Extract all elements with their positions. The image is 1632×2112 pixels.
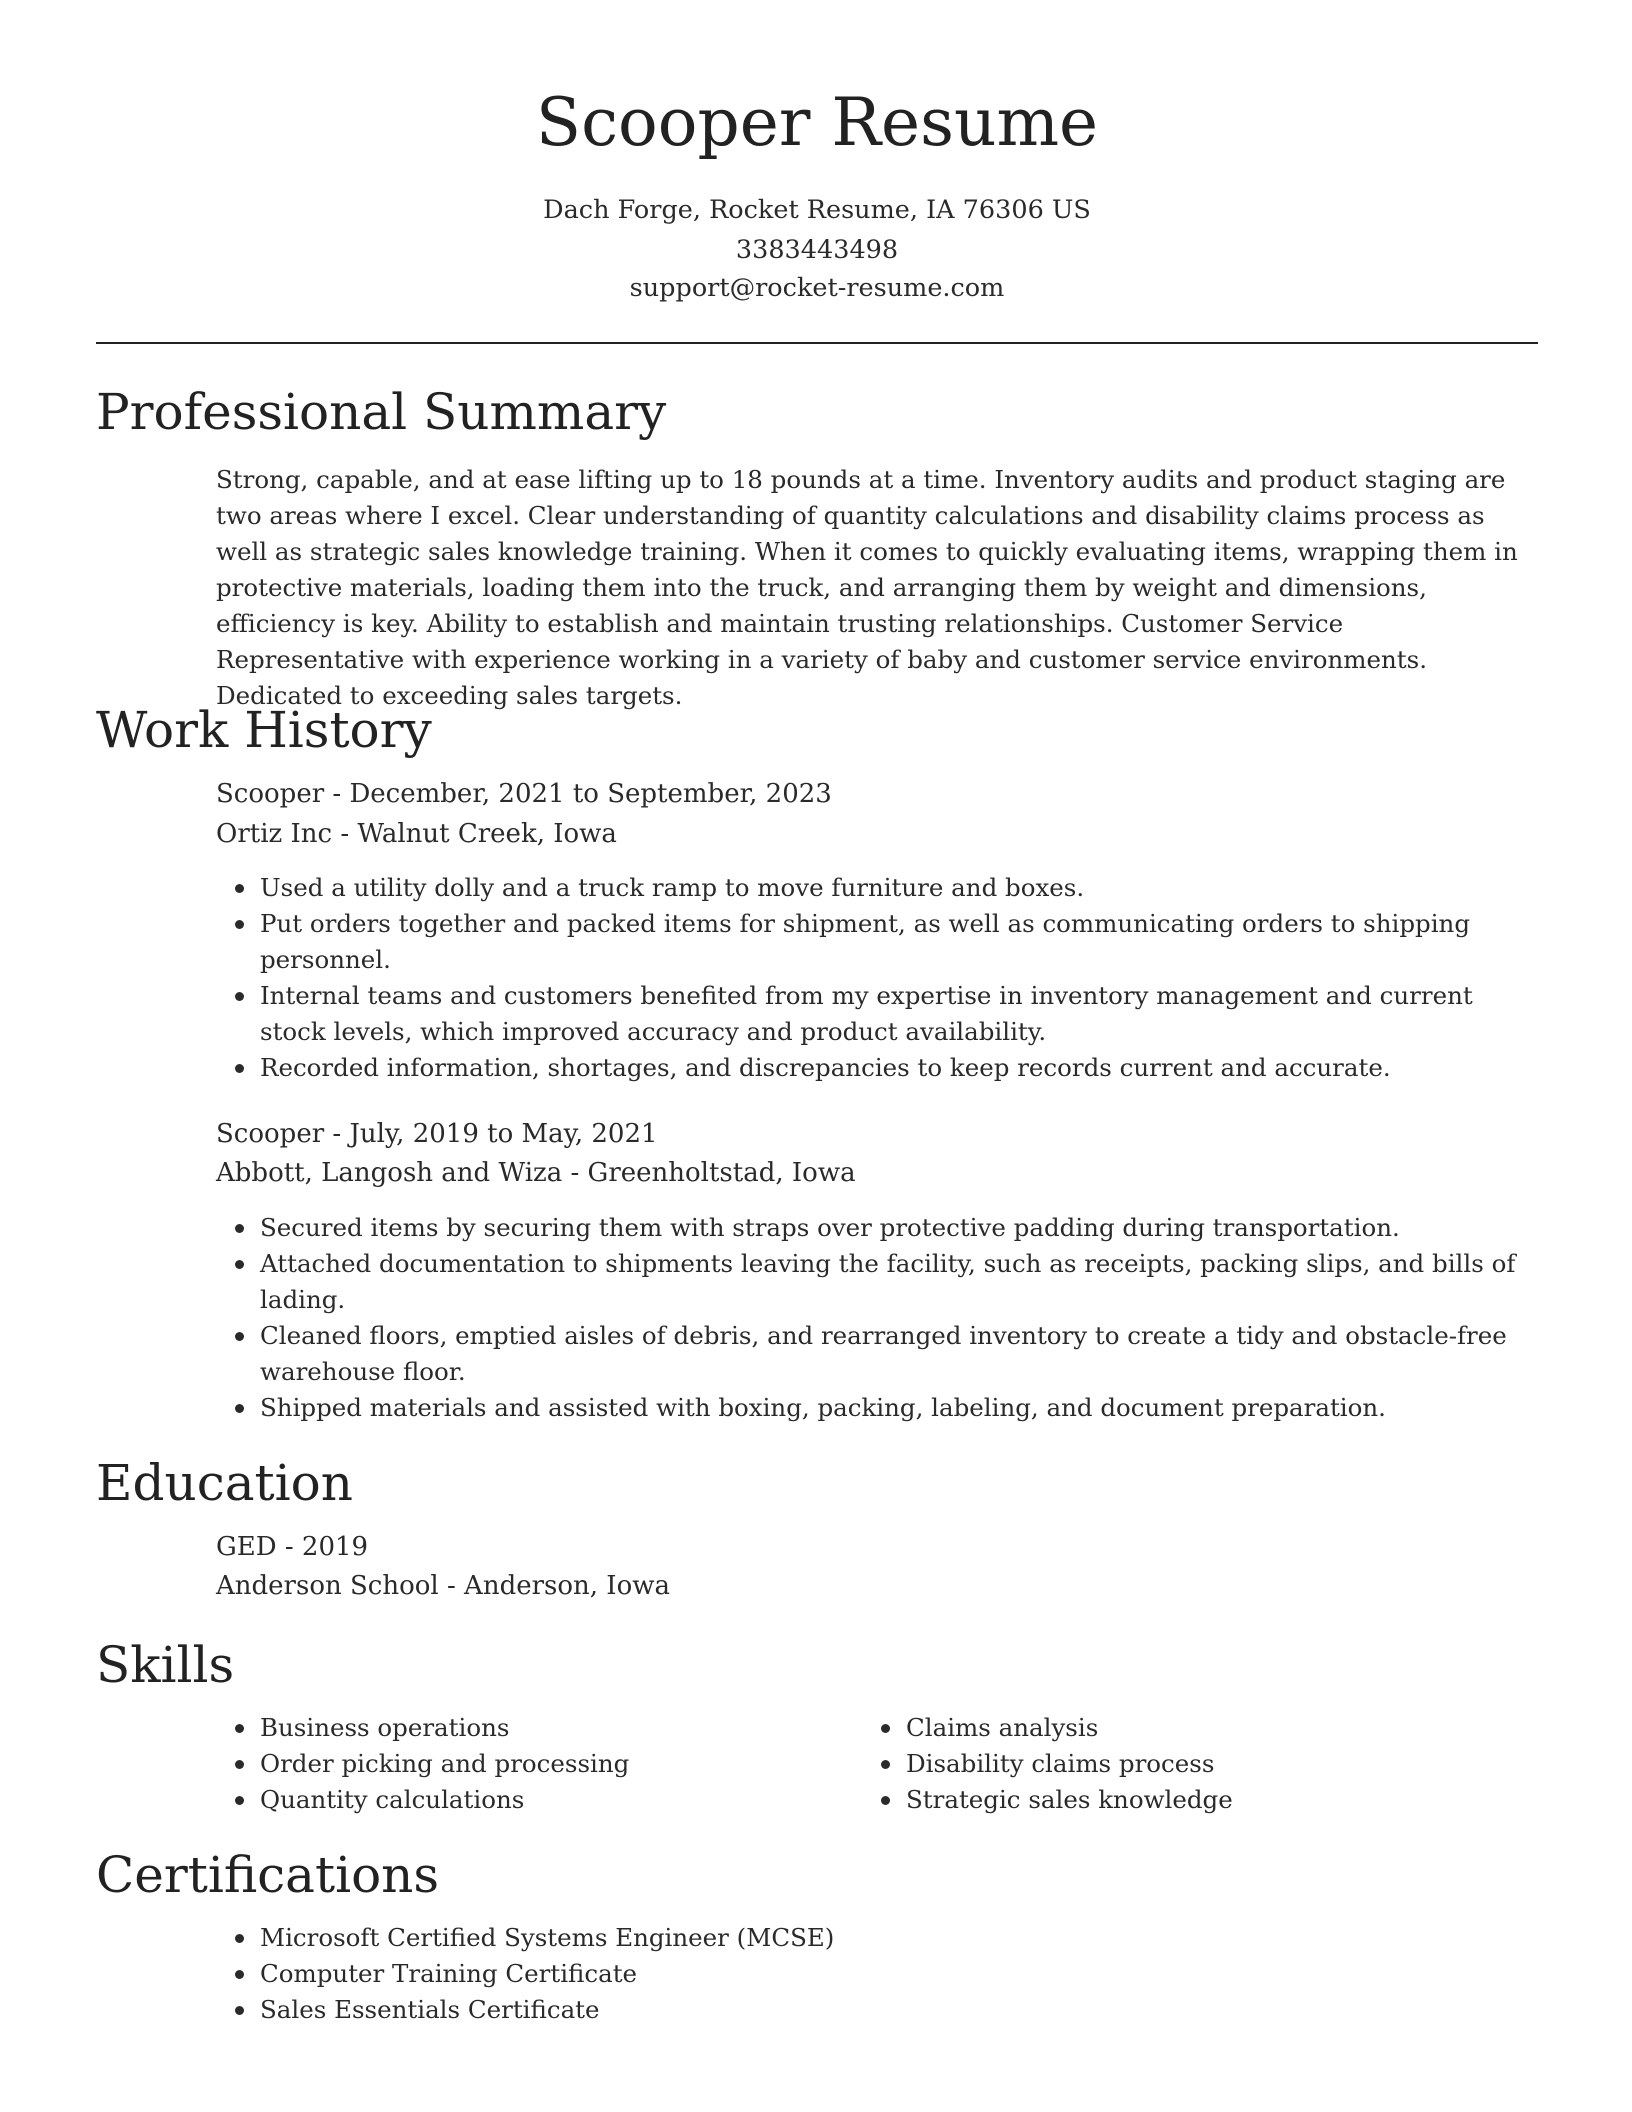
skill-item: Strategic sales knowledge: [906, 1782, 1466, 1818]
job-1-bullet: Recorded information, shortages, and discrepancies to keep records current and accurate.: [260, 1050, 1520, 1086]
work-history-heading: Work History: [96, 701, 432, 759]
job-2-role-dates: Scooper - July, 2019 to May, 2021: [216, 1119, 658, 1149]
contact-phone: 3383443498: [735, 235, 899, 265]
job-2-bullet: Cleaned floors, emptied aisles of debris, and rearranged inventory to create a tidy and obstacle-free warehouse floor.: [260, 1318, 1520, 1390]
job-1-role-dates: Scooper - December, 2021 to September, 2023: [216, 779, 832, 809]
certifications-list: [216, 1920, 1520, 2028]
education-heading: Education: [96, 1454, 353, 1512]
job-2-company-location: Abbott, Langosh and Wiza - Greenholtstad, Iowa: [216, 1158, 856, 1188]
skill-item: Quantity calculations: [260, 1782, 820, 1818]
skills-heading: Skills: [96, 1636, 235, 1694]
skill-item: Disability claims process: [906, 1746, 1466, 1782]
certifications-heading: Certifications: [96, 1846, 440, 1904]
summary-text: Strong, capable, and at ease lifting up to 18 pounds at a time. Inventory audits and product staging are two areas where I excel. Clear understanding of quantity calculations and disability claims process as well as strategic sales knowledge training. When it comes to quickly evaluating items, wrapping them in protective materials, loading them into the truck, and arranging them by weight and dimensions, efficiency is key. Ability to establish and maintain trusting relationships. Customer Service Representative with experience working in a variety of baby and customer service environments. Dedicated to exceeding sales targets.: [216, 465, 1518, 710]
contact-address: Dach Forge, Rocket Resume, IA 76306 US: [543, 195, 1091, 225]
job-1-bullet: Internal teams and customers benefited from my expertise in inventory management and current stock levels, which improved accuracy and product availability.: [260, 978, 1520, 1050]
skill-item: Business operations: [260, 1710, 820, 1746]
certification-item: Sales Essentials Certificate: [260, 1992, 1520, 2028]
job-1-bullet: Used a utility dolly and a truck ramp to move furniture and boxes.: [260, 870, 1520, 906]
certification-item: Computer Training Certificate: [260, 1956, 1520, 1992]
skills-list-left: [216, 1710, 820, 1818]
job-2-bullets: [216, 1210, 1520, 1426]
certification-item: Microsoft Certified Systems Engineer (MCSE): [260, 1920, 1520, 1956]
education-degree-year: GED - 2019: [216, 1532, 369, 1562]
education-school-location: Anderson School - Anderson, Iowa: [216, 1571, 670, 1601]
resume-name: Scooper Resume: [535, 84, 1099, 161]
skills-list-right: [862, 1710, 1466, 1818]
summary-heading: Professional Summary: [96, 383, 667, 441]
job-2-bullet: Shipped materials and assisted with boxing, packing, labeling, and document preparation.: [260, 1390, 1520, 1426]
job-1-bullet: Put orders together and packed items for shipment, as well as communicating orders to shipping personnel.: [260, 906, 1520, 978]
job-2-bullet: Attached documentation to shipments leaving the facility, such as receipts, packing slips, and bills of lading.: [260, 1246, 1520, 1318]
skill-item: Order picking and processing: [260, 1746, 820, 1782]
skill-item: Claims analysis: [906, 1710, 1466, 1746]
job-2-bullet: Secured items by securing them with straps over protective padding during transportation.: [260, 1210, 1520, 1246]
job-1-company-location: Ortiz Inc - Walnut Creek, Iowa: [216, 819, 617, 849]
contact-email: support@rocket-resume.com: [629, 273, 1005, 303]
header-divider: [96, 342, 1538, 344]
job-1-bullets: [216, 870, 1520, 1086]
